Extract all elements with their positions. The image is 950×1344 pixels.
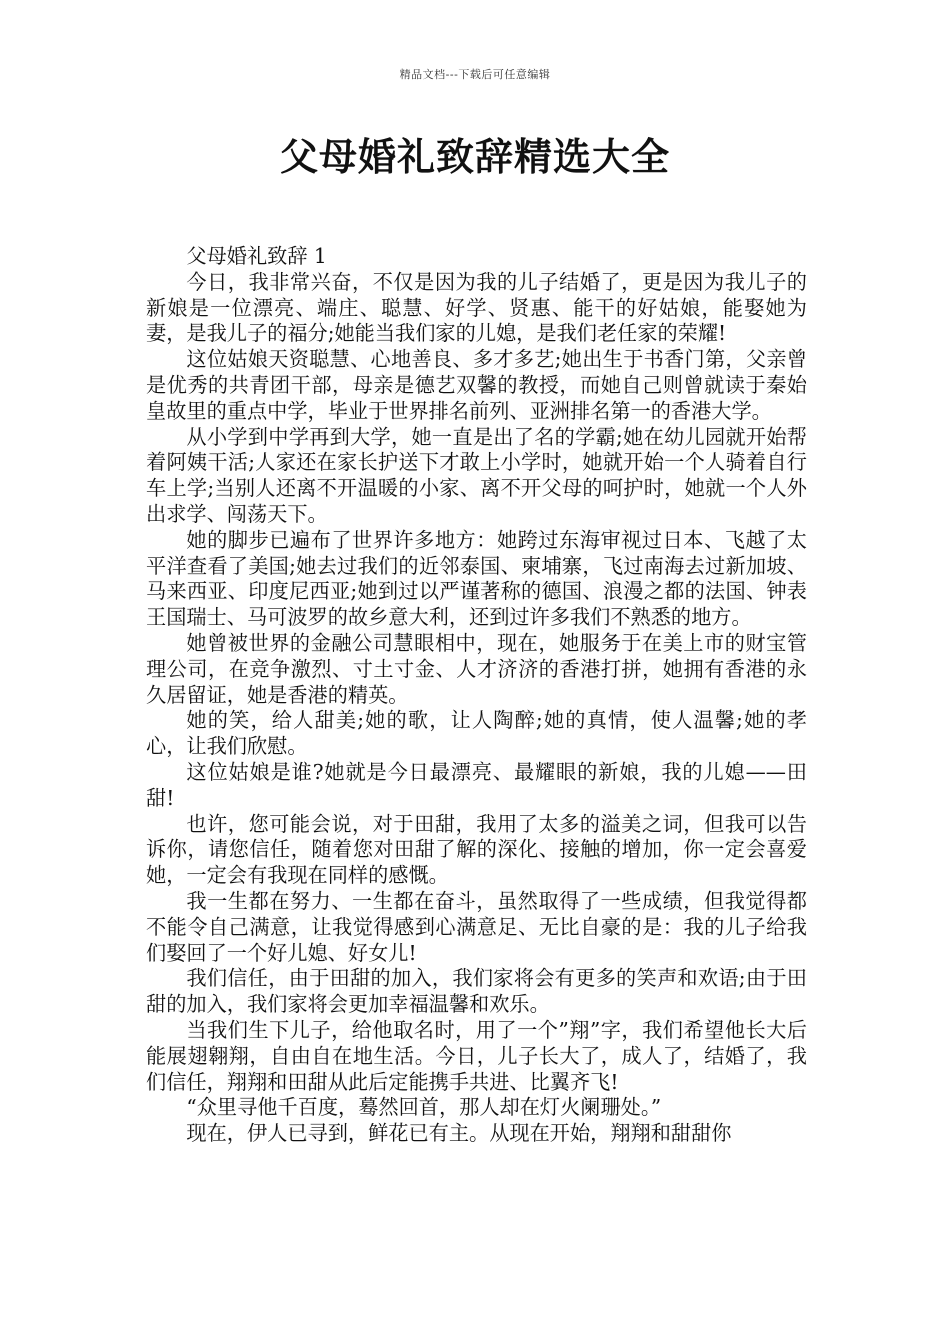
- document-title: 父母婚礼致辞精选大全: [279, 135, 670, 179]
- paragraph: 她的笑，给人甜美;她的歌，让人陶醉;她的真情，使人温馨;她的孝心，让我们欣慰。: [146, 708, 807, 759]
- paragraph: 也许，您可能会说，对于田甜，我用了太多的溢美之词，但我可以告诉你，请您信任，随着您对田甜了解的深化、接触的增加，你一定会喜爱她，一定会有我现在同样的感慨。: [146, 811, 807, 888]
- paragraph: 这位姑娘是谁?她就是今日最漂亮、最耀眼的新娘，我的儿媳——田甜!: [146, 759, 807, 810]
- paragraph: 这位姑娘天资聪慧、心地善良、多才多艺;她出生于书香门第，父亲曾是优秀的共青团干部，母亲是德艺双馨的教授，而她自己则曾就读于秦始皇故里的重点中学，毕业于世界排名前列、亚洲排名第一的香港大学。: [146, 347, 807, 423]
- paragraph: 我们信任，由于田甜的加入，我们家将会有更多的笑声和欢语;由于田甜的加入，我们家将会更加幸福温馨和欢乐。: [146, 966, 807, 1017]
- document-body: [146, 244, 807, 1147]
- paragraph: 她的脚步已遍布了世界许多地方：她跨过东海审视过日本、飞越了太平洋查看了美国;她去过我们的近邻泰国、柬埔寨，飞过南海去过新加坡、马来西亚、印度尼西亚;她到过以严谨著称的德国、浪漫之都的法国、钟表王国瑞士、马可波罗的故乡意大利，还到过许多我们不熟悉的地方。: [146, 527, 807, 630]
- paragraph: 现在，伊人已寻到，鲜花已有主。从现在开始，翔翔和甜甜你: [186, 1121, 732, 1146]
- section-heading: 父母婚礼致辞 1: [186, 244, 327, 268]
- paragraph: “众里寻他千百度，蓦然回首，那人却在灯火阑珊处。”: [186, 1095, 662, 1120]
- paragraph: 当我们生下儿子，给他取名时，用了一个”翔”字，我们希望他长大后能展翅翱翔，自由自在地生活。今日，儿子长大了，成人了，结婚了，我们信任，翔翔和田甜从此后定能携手共进、比翼齐飞!: [146, 1017, 807, 1094]
- paragraph: 从小学到中学再到大学，她一直是出了名的学霸;她在幼儿园就开始帮着阿姨干活;人家还在家长护送下才敢上小学时，她就开始一个人骑着自行车上学;当别人还离不开温暖的小家、离不开父母的呵护时，她就一个人外出求学、闯荡天下。: [146, 424, 807, 526]
- paragraph: 她曾被世界的金融公司慧眼相中，现在，她服务于在美上市的财宝管理公司，在竞争激烈、寸土寸金、人才济济的香港打拼，她拥有香港的永久居留证，她是香港的精英。: [146, 630, 807, 707]
- paragraph: 今日，我非常兴奋，不仅是因为我的儿子结婚了，更是因为我儿子的新娘是一位漂亮、端庄、聪慧、好学、贤惠、能干的好姑娘，能娶她为妻，是我儿子的福分;她能当我们家的儿媳，是我们老任家的荣耀!: [146, 269, 807, 346]
- header-note: 精品文档---下载后可任意编辑: [399, 68, 551, 81]
- paragraph: 我一生都在努力、一生都在奋斗，虽然取得了一些成绩，但我觉得都不能令自己满意，让我觉得感到心满意足、无比自豪的是：我的儿子给我们娶回了一个好儿媳、好女儿!: [146, 888, 807, 965]
